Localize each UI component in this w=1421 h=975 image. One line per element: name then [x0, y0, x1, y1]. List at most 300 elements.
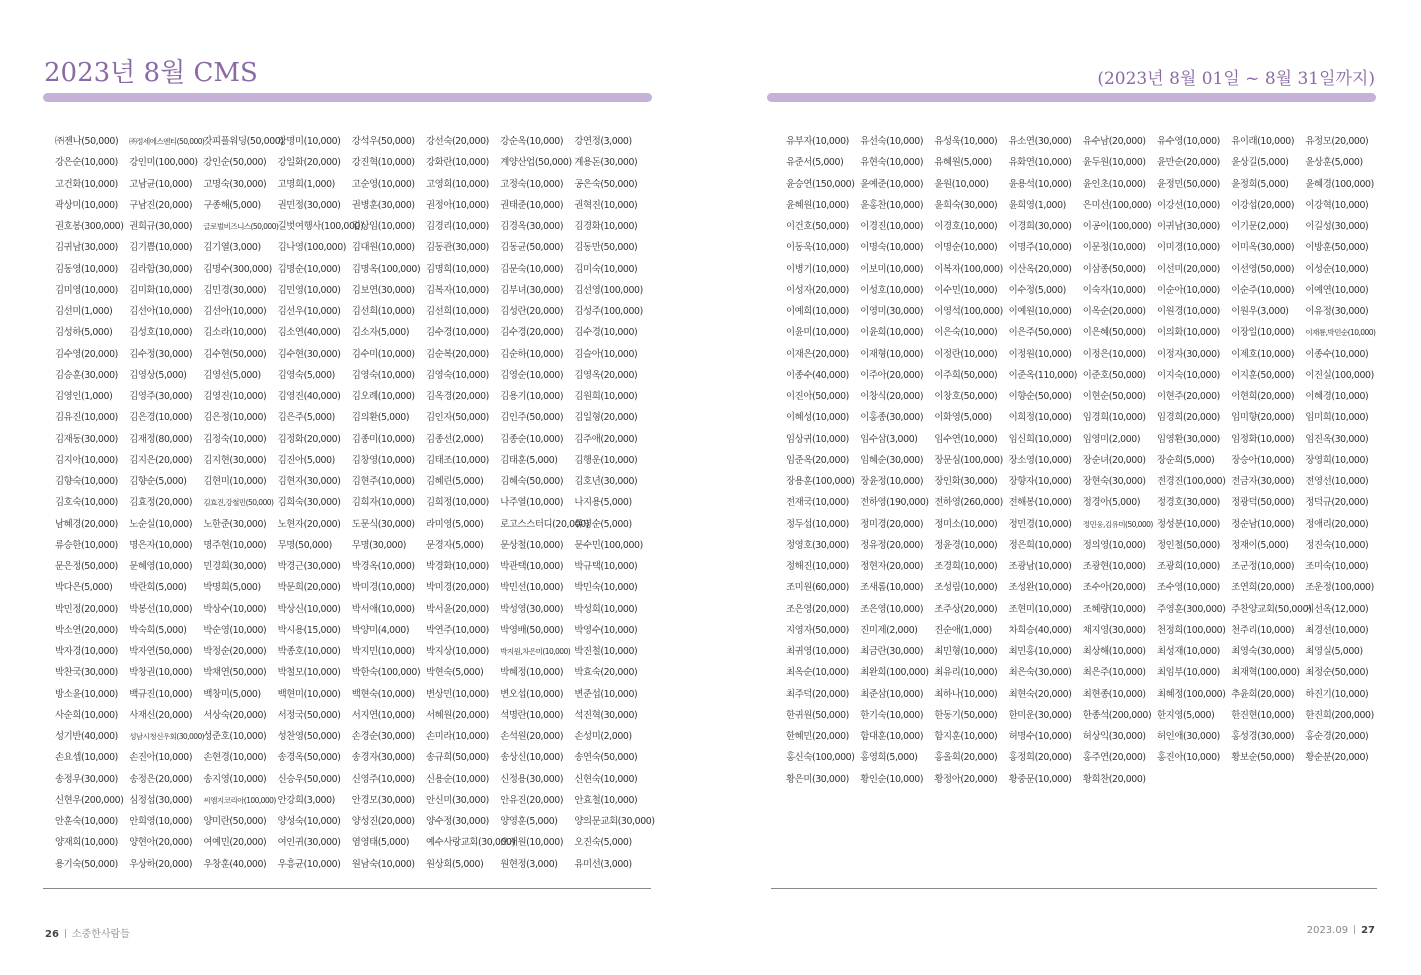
- donor-entry: 김미숙(10,000): [574, 263, 638, 275]
- donor-entry: 길벗여행사(100,000): [277, 221, 364, 232]
- donor-entry: 김라함(30,000): [129, 263, 193, 275]
- donor-entry: 김옥경(20,000): [426, 391, 489, 402]
- donor-entry: 류승한(10,000): [55, 539, 118, 551]
- donor-entry: 성남시청신우회(30,000): [129, 732, 205, 741]
- donor-entry: 김용기(10,000): [500, 391, 564, 402]
- donor-entry: 곽상미(10,000): [55, 199, 118, 211]
- donor-entry: 김효정(20,000): [129, 497, 193, 509]
- donor-entry: 예수사랑교회(30,000): [426, 837, 515, 849]
- donor-entry: 김희숙(30,000): [277, 497, 341, 509]
- donor-entry: 윤상길(5,000): [1231, 157, 1289, 169]
- donor-entry: 도문식(30,000): [351, 518, 415, 530]
- donor-entry: 이주아(20,000): [860, 369, 924, 381]
- donor-entry: 이재룡,박민순(10,000): [1305, 328, 1376, 338]
- donor-entry: 박영배(50,000): [500, 624, 564, 636]
- donor-entry: 이정은(10,000): [1082, 348, 1146, 360]
- donor-entry: 홍주연(20,000): [1082, 752, 1146, 764]
- donor-entry: 공은숙(50,000): [574, 178, 638, 190]
- donor-entry: 계양산업(50,000): [500, 157, 572, 169]
- donor-entry: 유부자(10,000): [786, 136, 849, 147]
- donor-entry: 이진실(100,000): [1305, 369, 1374, 381]
- donor-entry: 김소자(5,000): [351, 327, 410, 339]
- donor-entry: 이화영(5,000): [934, 412, 992, 424]
- donor-entry: 변상민(10,000): [426, 688, 489, 700]
- donor-entry: 김영순(10,000): [500, 369, 564, 381]
- donor-entry: 윤희숙(30,000): [934, 199, 998, 211]
- donor-entry: 유선숙(10,000): [860, 136, 924, 147]
- donor-entry: 강선숙(20,000): [426, 136, 489, 147]
- donor-entry: 송경자(30,000): [351, 752, 415, 764]
- donor-entry: 이수정(5,000): [1008, 284, 1066, 296]
- donor-entry: 고건화(10,000): [55, 178, 118, 190]
- donor-entry: 송규희(50,000): [426, 752, 489, 764]
- donor-entry: 박창권(10,000): [129, 667, 193, 679]
- donor-entry: 권희규(30,000): [129, 221, 193, 232]
- donor-entry: 박민숙(10,000): [574, 582, 638, 594]
- donor-entry: 지선옥(12,000): [1305, 603, 1369, 615]
- donor-entry: 이기문(2,000): [1231, 221, 1289, 232]
- donor-entry: 최하나(10,000): [934, 688, 998, 700]
- donor-entry: 조광현(10,000): [1082, 561, 1146, 572]
- donor-entry: 박문희(20,000): [277, 582, 341, 594]
- donor-entry: 김순하(10,000): [500, 348, 564, 360]
- donor-entry: 송경옥(50,000): [277, 752, 341, 764]
- donor-entry: 성준호(10,000): [203, 731, 267, 742]
- donor-entry: 권태준(10,000): [500, 199, 564, 211]
- donor-entry: 장윤정(10,000): [860, 476, 924, 487]
- donor-entry: 정민웅,김유미(50,000): [1082, 519, 1153, 529]
- page-title: 2023년 8월 CMS: [44, 58, 258, 88]
- donor-entry: 계용돈(30,000): [574, 157, 638, 169]
- donor-entry: 장순녀(20,000): [1082, 454, 1146, 466]
- donor-entry: 송지영(10,000): [203, 773, 267, 785]
- donor-entry: ㈜젠나(50,000): [55, 136, 119, 147]
- donor-entry: 황인순(10,000): [860, 773, 924, 785]
- donor-entry: 김동균(50,000): [500, 242, 564, 254]
- donor-entry: 김행운(10,000): [574, 454, 638, 466]
- donor-entry: 임수연(10,000): [934, 433, 998, 445]
- donor-entry: 김상임(10,000): [351, 221, 415, 232]
- donor-entry: 이주희(50,000): [934, 369, 998, 381]
- donor-entry: 구남진(20,000): [129, 199, 193, 211]
- donor-entry: 이귀남(30,000): [1157, 221, 1220, 232]
- donor-entry: 김영숙(10,000): [351, 369, 415, 381]
- donor-entry: 장현숙(30,000): [1082, 476, 1146, 487]
- page-number-right: 27: [1361, 925, 1375, 936]
- donor-entry: 정두섭(10,000): [786, 518, 849, 530]
- donor-entry: 이순주(10,000): [1231, 284, 1295, 296]
- donor-entry: 박서윤(20,000): [426, 603, 489, 615]
- donor-entry: 이윤희(10,000): [860, 327, 924, 339]
- donor-entry: 홍올희(20,000): [934, 752, 998, 764]
- donor-entry: 김대원(10,000): [351, 242, 415, 254]
- donor-entry: 황정아(20,000): [934, 773, 998, 785]
- donor-entry: 김영주(30,000): [129, 391, 193, 402]
- donor-entry: 오진숙(5,000): [574, 837, 632, 849]
- period-label: (2023년 8월 01일 ~ 8월 31일까지): [1097, 69, 1375, 89]
- donor-entry: 김수현(50,000): [203, 348, 267, 360]
- donor-entry: 김지아(10,000): [55, 454, 118, 466]
- donor-entry: 신정용(30,000): [500, 773, 564, 785]
- title-bar-left: [43, 93, 652, 102]
- donor-entry: 손성미(2,000): [574, 731, 632, 742]
- donor-entry: 박양미(4,000): [351, 624, 410, 636]
- donor-entry: 김향순(5,000): [129, 476, 187, 487]
- donor-entry: 홍순경(20,000): [1305, 731, 1369, 742]
- donor-entry: 유준서(5,000): [786, 157, 844, 169]
- donor-entry: 사순희(10,000): [55, 709, 118, 721]
- donor-entry: 이정자(30,000): [1157, 348, 1220, 360]
- donor-entry: 이창호(50,000): [934, 391, 998, 402]
- donor-entry: 김성주(100,000): [574, 306, 643, 317]
- issue-date: 2023.09: [1306, 925, 1349, 936]
- donor-entry: 유소연(30,000): [1008, 136, 1072, 147]
- donor-entry: 한기숙(10,000): [860, 709, 924, 721]
- donor-entry: 최현종(10,000): [1082, 688, 1146, 700]
- donor-entry: 윤예준(10,000): [860, 178, 924, 190]
- donor-entry: 이은숙(10,000): [934, 327, 998, 339]
- donor-entry: 강석우(50,000): [351, 136, 415, 147]
- donor-entry: 김선희(10,000): [426, 306, 489, 317]
- donor-entry: 최영실(5,000): [1305, 646, 1363, 657]
- donor-entry: 우흥균(10,000): [277, 858, 341, 870]
- donor-entry: 권정아(10,000): [426, 199, 489, 211]
- donor-entry: 유수영(10,000): [1157, 136, 1220, 147]
- donor-entry: 박민정(20,000): [55, 603, 118, 615]
- donor-entry: 이동욱(10,000): [786, 242, 849, 254]
- donor-entry: 장향자(10,000): [1008, 476, 1072, 487]
- donor-entry: 이병기(10,000): [786, 263, 849, 275]
- donor-entry: 김인주(50,000): [500, 412, 564, 424]
- donor-entry: 이희정(10,000): [1008, 412, 1072, 424]
- donor-entry: 최은숙(30,000): [1008, 667, 1072, 679]
- donor-entry: 문은정(50,000): [55, 561, 118, 572]
- donor-entry: 전금자(30,000): [1231, 476, 1295, 487]
- donor-entry: 김수미(10,000): [351, 348, 415, 360]
- donor-entry: 이선미(20,000): [1157, 263, 1220, 275]
- donor-entry: 최완희(100,000): [860, 667, 929, 679]
- donor-entry: 김재동(30,000): [55, 433, 118, 445]
- donor-entry: 김종선(2,000): [426, 433, 484, 445]
- donor-entry: 김태훈(5,000): [500, 454, 558, 466]
- donor-entry: 박정순(20,000): [203, 646, 267, 657]
- donor-entry: 조군정(10,000): [1231, 561, 1295, 572]
- donor-entry: 박다은(5,000): [55, 582, 113, 594]
- donor-entry: 홍영희(5,000): [860, 752, 918, 764]
- donor-entry: 문수민(100,000): [574, 539, 643, 551]
- donor-entry: 나지용(5,000): [574, 497, 632, 509]
- donor-entry: 김동만(50,000): [574, 242, 638, 254]
- donor-entry: 정경호(30,000): [1157, 497, 1220, 509]
- donor-entry: 조수아(20,000): [1082, 582, 1146, 594]
- donor-entry: 김영선(5,000): [203, 369, 261, 381]
- footer-left: [45, 925, 130, 940]
- donor-entry: 조혜량(10,000): [1082, 603, 1146, 615]
- donor-entry: 심정섭(30,000): [129, 794, 193, 806]
- donor-entry: 장용훈(100,000): [786, 476, 855, 487]
- donor-entry: 조수영(10,000): [1157, 582, 1220, 594]
- donor-entry: 김은경(10,000): [129, 412, 193, 424]
- donor-entry: 김인자(50,000): [426, 412, 489, 424]
- donor-entry: 김선미(1,000): [55, 306, 113, 317]
- donor-entry: 염영태(5,000): [351, 837, 410, 849]
- donor-entry: 이건호(50,000): [786, 221, 849, 232]
- donor-entry: 김명희(10,000): [426, 263, 489, 275]
- donor-entry: 서지연(10,000): [351, 709, 415, 721]
- donor-entry: 박명희(5,000): [203, 582, 261, 594]
- donor-entry: 이예연(10,000): [1305, 284, 1369, 296]
- donor-entry: 정미경(20,000): [860, 518, 924, 530]
- donor-entry: 이성호(10,000): [860, 284, 924, 296]
- donor-entry: 윤용석(10,000): [1008, 178, 1072, 190]
- donor-entry: 김정화(20,000): [277, 433, 341, 445]
- donor-entry: 조주상(20,000): [934, 603, 998, 615]
- donor-entry: 박란희(5,000): [129, 582, 187, 594]
- donor-entry: 노한준(30,000): [203, 518, 267, 530]
- donor-entry: 천정희(100,000): [1157, 624, 1226, 636]
- donor-entry: 황보순(50,000): [1231, 752, 1295, 764]
- donor-entry: 이문정(10,000): [1082, 242, 1146, 254]
- donor-entry: 김영숙(10,000): [426, 369, 489, 381]
- donor-entry: 박규택(10,000): [574, 561, 638, 572]
- donor-entry: 이강섭(20,000): [1231, 199, 1295, 211]
- donor-entry: 주영훈(300,000): [1157, 603, 1226, 615]
- donor-entry: 손현경(10,000): [203, 752, 267, 764]
- donor-entry: 양성숙(10,000): [277, 816, 341, 827]
- donor-entry: 이원우(3,000): [1231, 306, 1289, 317]
- donor-entry: 정성분(10,000): [1157, 518, 1220, 530]
- donor-entry: 함지훈(10,000): [934, 731, 998, 742]
- donor-entry: 정순남(10,000): [1231, 518, 1295, 530]
- donor-entry: 유이래(10,000): [1231, 136, 1295, 147]
- donor-entry: 명주현(10,000): [203, 539, 267, 551]
- donor-entry: 김현미(10,000): [203, 476, 267, 487]
- donor-entry: 김성하(5,000): [55, 327, 113, 339]
- donor-entry: 서정국(50,000): [277, 709, 341, 721]
- donor-entry: 이재형(10,000): [860, 348, 924, 360]
- donor-entry: 박상수(10,000): [203, 603, 267, 615]
- donor-entry: 김희정(10,000): [426, 497, 489, 509]
- donor-entry: 장소영(10,000): [1008, 454, 1072, 466]
- donor-entry: 김영진(40,000): [277, 391, 341, 402]
- donor-entry: 김영옥(20,000): [574, 369, 638, 381]
- donor-entry: 박성희(10,000): [574, 603, 638, 615]
- donor-entry: 서혜원(20,000): [426, 709, 489, 721]
- donor-entry: 고정숙(10,000): [500, 178, 564, 190]
- donor-entry: 황중문(10,000): [1008, 773, 1072, 785]
- donor-entry: 서상숙(20,000): [203, 709, 267, 721]
- donor-entry: 임진옥(30,000): [1305, 433, 1369, 445]
- donor-entry: 장승아(10,000): [1231, 454, 1295, 466]
- donor-entry: 양의문교회(30,000): [574, 816, 655, 827]
- footer-divider: [65, 929, 66, 938]
- donor-entry: 이복자(100,000): [934, 263, 1003, 275]
- donor-entry: 최귀영(10,000): [786, 646, 849, 657]
- donor-entry: 이명순(10,000): [934, 242, 998, 254]
- donor-entry: 윤혜경(100,000): [1305, 178, 1374, 190]
- donor-entry: 한진현(10,000): [1231, 709, 1295, 721]
- section-name: 소중한사람들: [71, 929, 130, 940]
- donor-entry: 한진희(200,000): [1305, 709, 1374, 721]
- donor-entry: 강명미(10,000): [277, 136, 341, 147]
- donor-entry: 박서애(10,000): [351, 603, 415, 615]
- donor-entry: 이유정(30,000): [1305, 306, 1369, 317]
- donor-entry: 이미경(10,000): [1157, 242, 1220, 254]
- donor-entry: 김현주(10,000): [351, 476, 415, 487]
- donor-entry: 김보연(30,000): [351, 284, 415, 296]
- donor-entry: 김영숙(5,000): [277, 369, 335, 381]
- donor-entry: 윤원(10,000): [934, 178, 989, 190]
- donor-entry: 전재국(10,000): [786, 497, 849, 509]
- donor-entry: 최재혁(100,000): [1231, 667, 1300, 679]
- donor-entry: 김선아(10,000): [203, 306, 267, 317]
- donor-entry: 강은순(10,000): [55, 157, 118, 169]
- donor-entry: 박경화(10,000): [426, 561, 489, 572]
- donor-entry: 이정란(10,000): [934, 348, 998, 360]
- donor-entry: 임신희(10,000): [1008, 433, 1072, 445]
- donor-entry: 윤상훈(5,000): [1305, 157, 1363, 169]
- donor-entry: 박자경(10,000): [55, 646, 118, 657]
- donor-entry: 김현자(30,000): [277, 476, 341, 487]
- donor-entry: 함대훈(10,000): [860, 731, 924, 742]
- donor-entry: 원상희(5,000): [426, 858, 484, 870]
- donor-entry: 김종순(10,000): [500, 433, 564, 445]
- donor-entry: 조성림(10,000): [934, 582, 998, 594]
- donor-entry: 신현숙(10,000): [574, 773, 638, 785]
- donor-entry: 류명순(5,000): [574, 518, 632, 530]
- donor-entry: 윤홍찬(10,000): [860, 199, 924, 211]
- donor-entry: 윤인초(10,000): [1082, 178, 1146, 190]
- donor-entry: 이예희(10,000): [786, 306, 849, 317]
- donor-entry: 임혜순(30,000): [860, 454, 924, 466]
- donor-entry: 차희승(40,000): [1008, 624, 1072, 636]
- donor-entry: 안훈숙(10,000): [55, 816, 118, 827]
- donor-entry: 김명옥(100,000): [351, 263, 421, 275]
- donor-entry: 고명숙(30,000): [203, 178, 267, 190]
- donor-entry: 황순분(20,000): [1305, 752, 1369, 764]
- donor-entry: 김수정(30,000): [129, 348, 193, 360]
- donor-entry: 조경희(10,000): [934, 561, 998, 572]
- donor-entry: 백규진(10,000): [129, 688, 193, 700]
- donor-entry: 김호숙(10,000): [55, 497, 118, 509]
- donor-entry: 정경아(5,000): [1082, 497, 1141, 509]
- donor-entry: 장문심(100,000): [934, 454, 1003, 466]
- donor-entry: 정영호(30,000): [786, 539, 849, 551]
- donor-entry: 조은영(20,000): [786, 603, 849, 615]
- donor-entry: 이방훈(50,000): [1305, 242, 1369, 254]
- donor-entry: 박봉선(10,000): [129, 603, 193, 615]
- donor-entry: 이현희(20,000): [1231, 391, 1295, 402]
- donor-entry: 김영인(1,000): [55, 391, 113, 402]
- donor-entry: 고남균(10,000): [129, 178, 193, 190]
- donor-entry: 임정화(10,000): [1231, 433, 1295, 445]
- donor-entry: 이지훈(50,000): [1231, 369, 1295, 381]
- donor-entry: 이수민(10,000): [934, 284, 998, 296]
- donor-entry: 김수경(10,000): [574, 327, 638, 339]
- donor-entry: 안희영(10,000): [129, 816, 193, 827]
- donor-entry: 김소연(40,000): [277, 327, 341, 339]
- donor-entry: 손진아(10,000): [129, 752, 193, 764]
- donor-entry: 김수경(10,000): [426, 327, 489, 339]
- donor-entry: 이제호(10,000): [1231, 348, 1295, 360]
- donor-entry: 백창미(5,000): [203, 688, 261, 700]
- donor-entry: 김소라(10,000): [203, 327, 267, 339]
- donor-entry: 이성순(10,000): [1305, 263, 1369, 275]
- donor-entry: 이은혜(50,000): [1082, 327, 1146, 339]
- donor-entry: 송정은(20,000): [129, 773, 193, 785]
- donor-entry: 윤두원(10,000): [1082, 157, 1146, 169]
- donor-entry: 김은정(10,000): [203, 412, 267, 424]
- donor-entry: 박미경(10,000): [351, 582, 415, 594]
- donor-entry: 임수삼(3,000): [860, 433, 918, 445]
- donor-entry: 김미영(10,000): [55, 284, 118, 296]
- donor-entry: 김창영(10,000): [351, 454, 415, 466]
- donor-entry: 이순아(10,000): [1157, 284, 1220, 296]
- donor-entry: 강순옥(10,000): [500, 136, 564, 147]
- donor-entry: 홍성경(30,000): [1231, 731, 1295, 742]
- donor-entry: 한귀원(50,000): [786, 709, 849, 721]
- donor-entry: 주찬양교회(50,000): [1231, 603, 1312, 615]
- donor-entry: 박철모(10,000): [277, 667, 341, 679]
- donor-entry: 김재정(80,000): [129, 433, 193, 445]
- donor-entry: 윤승연(150,000): [786, 178, 855, 190]
- donor-entry: 박효숙(20,000): [574, 667, 638, 679]
- donor-entry: 김민경(30,000): [203, 284, 267, 296]
- bottom-rule-left: [43, 888, 651, 889]
- donor-entry: 장인화(30,000): [934, 476, 998, 487]
- donor-entry: 최민형(10,000): [934, 646, 998, 657]
- donor-entry: 손경순(30,000): [351, 731, 415, 742]
- donor-entry: 권병훈(30,000): [351, 199, 415, 211]
- donor-entry: 백현숙(10,000): [351, 688, 415, 700]
- donor-entry: 한지영(5,000): [1157, 709, 1215, 721]
- donor-entry: 유성욱(10,000): [934, 136, 998, 147]
- donor-entry: 윤정희(5,000): [1231, 178, 1289, 190]
- donor-entry: 임준옥(20,000): [786, 454, 849, 466]
- donor-entry: 홍진아(10,000): [1157, 752, 1220, 764]
- donor-entry: 김성란(20,000): [500, 306, 564, 317]
- donor-entry: 홍신숙(100,000): [786, 752, 855, 764]
- donor-entry: 정인철(50,000): [1157, 539, 1220, 551]
- donor-entry: 김선희(10,000): [351, 306, 415, 317]
- donor-entry: 김경옥(30,000): [500, 221, 564, 232]
- donor-entry: 성기반(40,000): [55, 731, 118, 742]
- donor-entry: 박시용(15,000): [277, 624, 341, 636]
- donor-entry: 이홍종(30,000): [860, 412, 924, 424]
- donor-entry: 김슬아(10,000): [574, 348, 638, 360]
- donor-entry: 양수정(30,000): [426, 816, 489, 827]
- donor-entry: 유미선(3,000): [574, 858, 632, 870]
- donor-entry: 최주덕(20,000): [786, 688, 849, 700]
- donor-entry: 이강선(10,000): [1157, 199, 1220, 211]
- donor-entry: 조운정(100,000): [1305, 582, 1374, 594]
- donor-entry: 박관택(10,000): [500, 561, 564, 572]
- donor-entry: 강인미(100,000): [129, 157, 198, 169]
- donor-entry: 김명순(10,000): [277, 263, 341, 275]
- donor-entry: 김호년(30,000): [574, 476, 638, 487]
- donor-entry: 권호봉(300,000): [55, 221, 124, 232]
- donor-entry: 김나영(100,000): [277, 242, 347, 254]
- donor-entry: 김의환(5,000): [351, 412, 410, 424]
- donor-entry: 박채연(50,000): [203, 667, 267, 679]
- donor-entry: 김지은(20,000): [129, 454, 193, 466]
- donor-entry: 신승우(50,000): [277, 773, 341, 785]
- donor-entry: 조새롬(10,000): [860, 582, 924, 594]
- donor-entry: 김지현(30,000): [203, 454, 267, 466]
- donor-entry: 여인귀(30,000): [277, 837, 341, 849]
- donor-entry: 강연정(3,000): [574, 136, 632, 147]
- donor-entry: 조미숙(10,000): [1305, 561, 1369, 572]
